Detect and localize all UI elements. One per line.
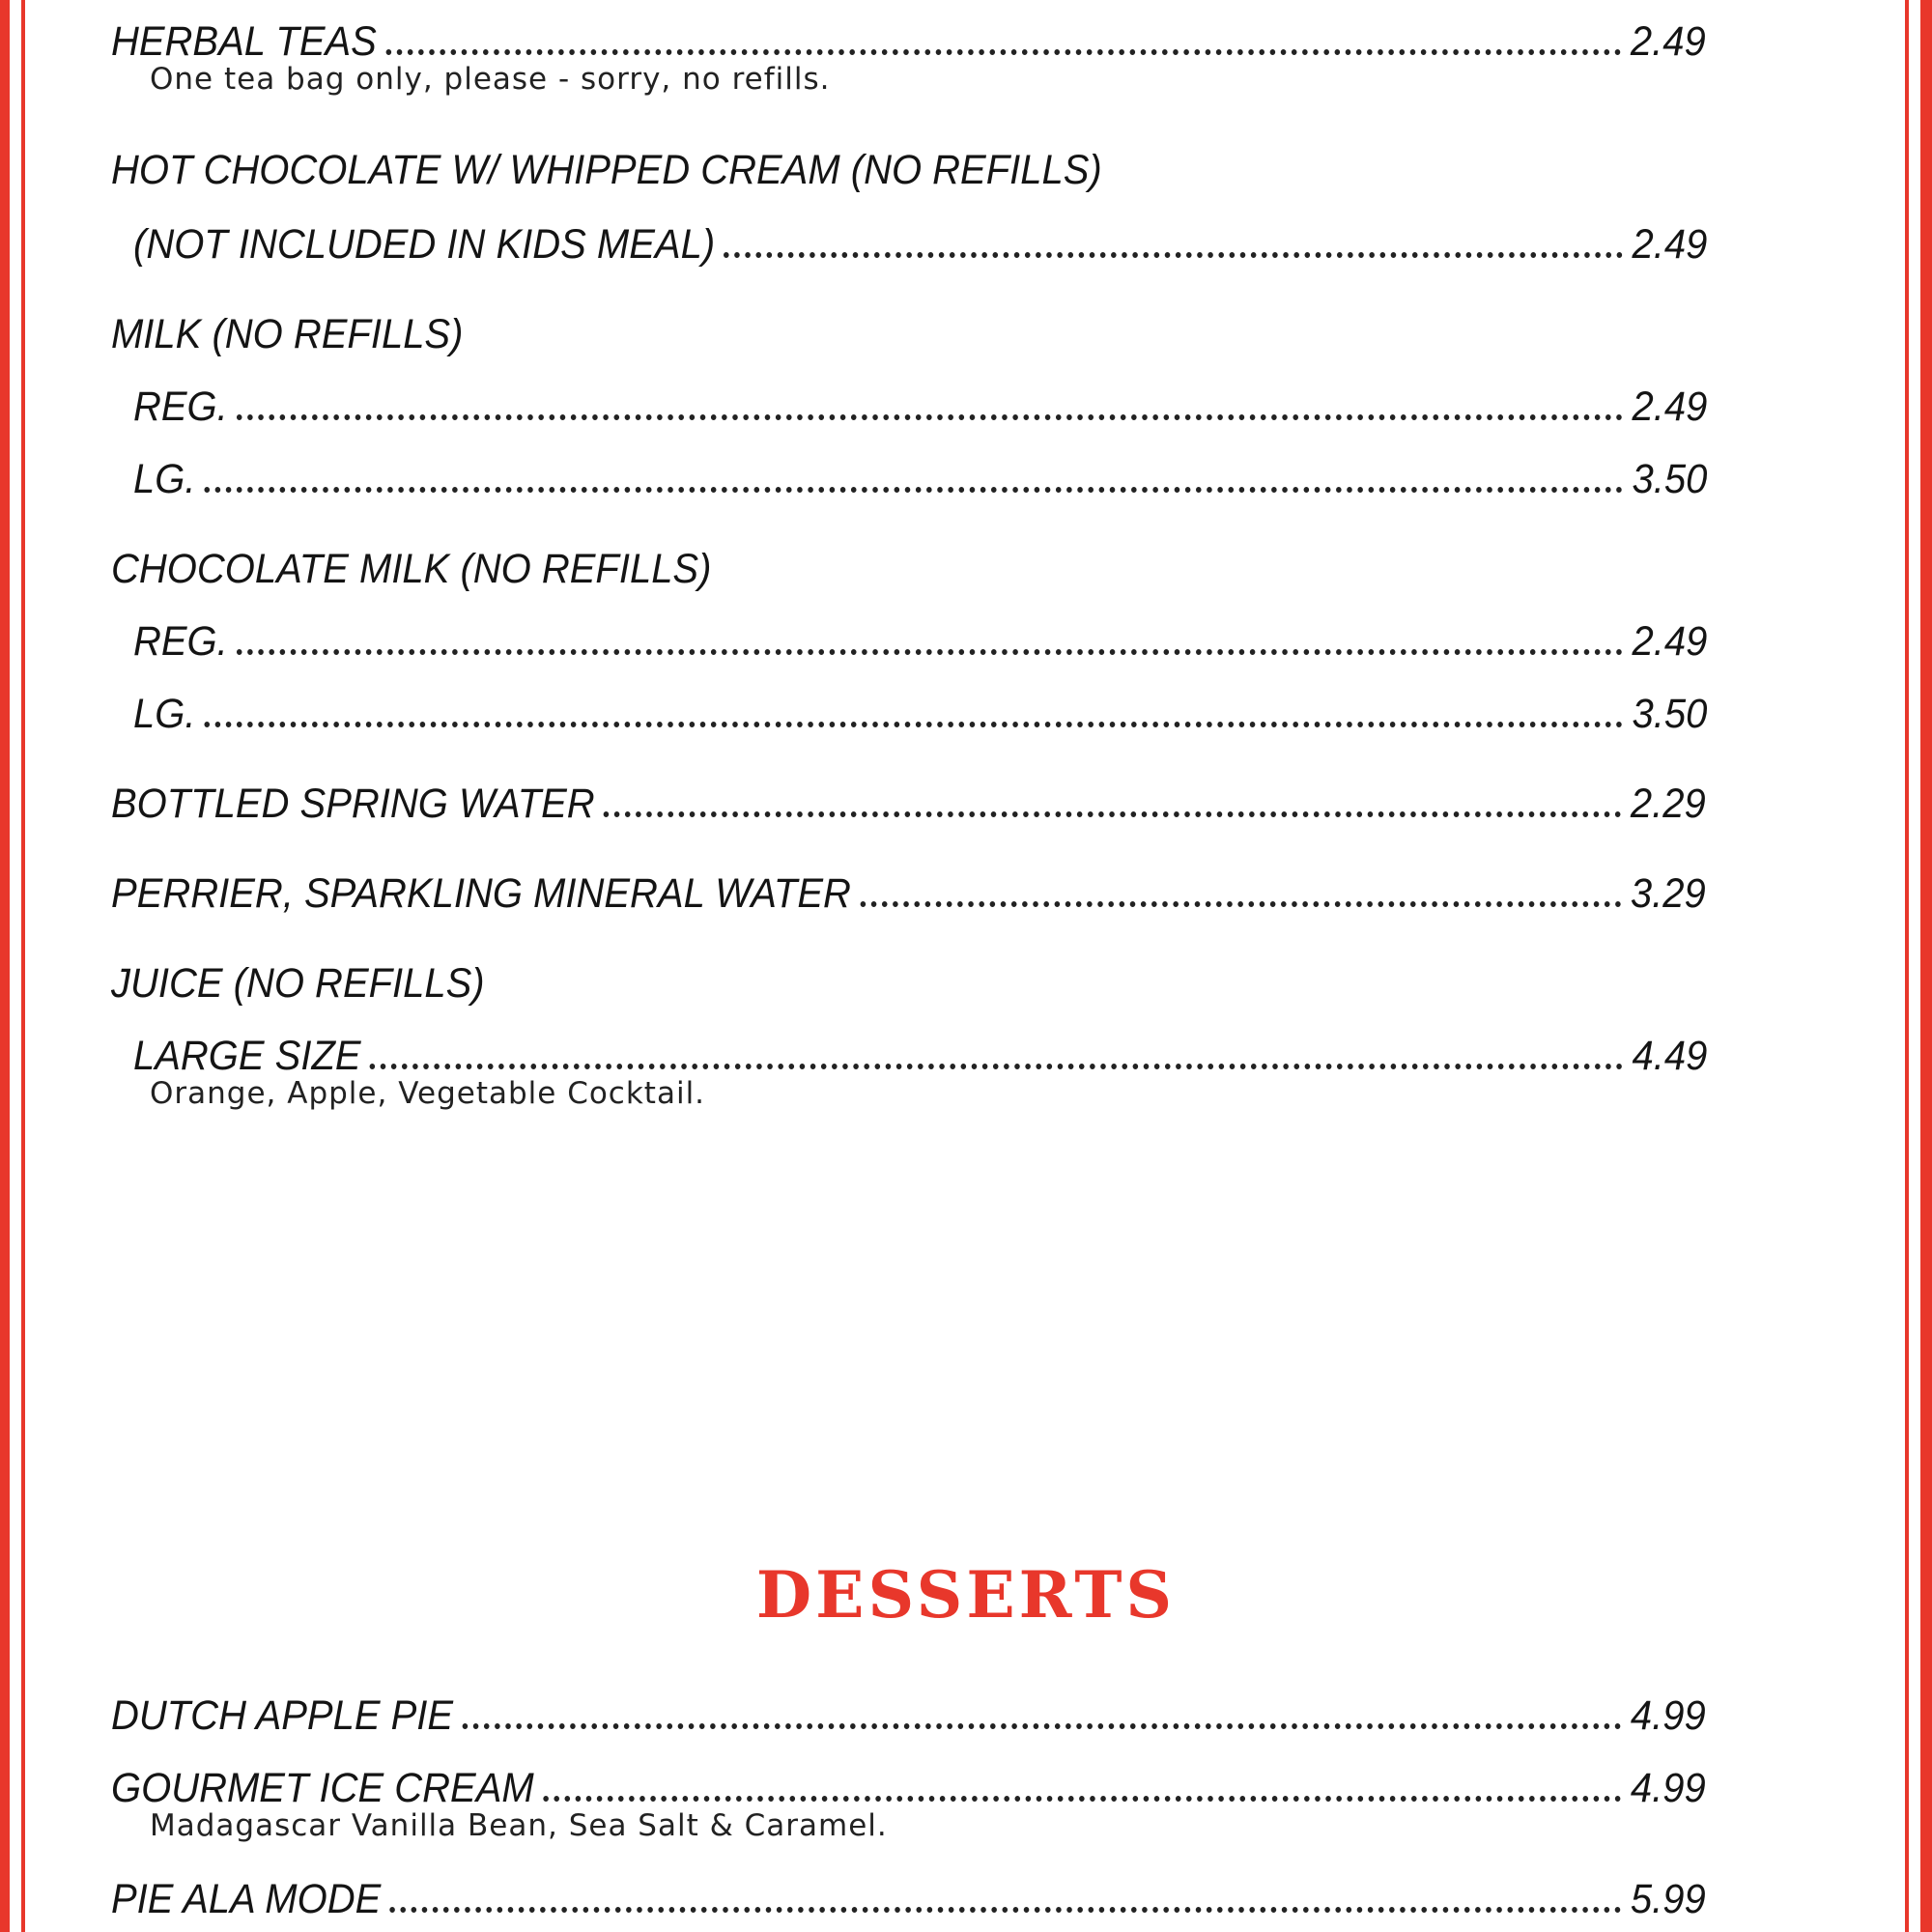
item-heading-juice: JUICE (NO REFILLS) <box>111 960 485 1007</box>
menu-item-bottled-water <box>111 774 1706 828</box>
item-heading-hot-chocolate: HOT CHOCOLATE W/ WHIPPED CREAM (NO REFILLS) <box>111 147 1102 193</box>
item-price: 2.49 <box>1632 221 1708 268</box>
left-border-inner <box>21 0 25 1932</box>
dot-leader <box>390 1907 1622 1913</box>
dot-leader <box>237 649 1623 655</box>
dot-leader <box>370 1064 1623 1069</box>
item-name: BOTTLED SPRING WATER <box>111 781 595 827</box>
item-name: (NOT INCLUDED IN KIDS MEAL) <box>133 221 716 268</box>
menu-item-pie-ala-mode <box>111 1869 1706 1923</box>
menu-item-herbal-teas <box>111 12 1706 66</box>
item-heading-milk: MILK (NO REFILLS) <box>111 311 464 357</box>
menu-item-dutch-apple-pie <box>111 1686 1706 1740</box>
item-price: 2.49 <box>1632 384 1708 430</box>
menu-item-hot-chocolate <box>133 214 1707 269</box>
item-name: HERBAL TEAS <box>111 18 377 65</box>
dot-leader <box>604 811 1622 817</box>
menu-item-chocolate-milk-lg <box>133 684 1707 738</box>
item-description: Orange, Apple, Vegetable Cocktail. <box>150 1076 706 1111</box>
item-heading-chocolate-milk: CHOCOLATE MILK (NO REFILLS) <box>111 546 712 592</box>
item-price: 3.29 <box>1630 870 1706 917</box>
item-price: 3.50 <box>1632 691 1708 737</box>
item-price: 2.29 <box>1630 781 1706 827</box>
item-name: REG. <box>133 384 228 430</box>
item-name: REG. <box>133 618 228 665</box>
dot-leader <box>462 1723 1621 1729</box>
menu-item-chocolate-milk-reg <box>133 611 1707 666</box>
item-price: 2.49 <box>1630 18 1706 65</box>
right-border-inner <box>1905 0 1909 1932</box>
item-name: GOURMET ICE CREAM <box>111 1765 534 1811</box>
item-price: 5.99 <box>1630 1876 1706 1922</box>
dot-leader <box>205 722 1623 727</box>
item-description: Madagascar Vanilla Bean, Sea Salt & Caramel. <box>150 1808 888 1843</box>
item-description: One tea bag only, please - sorry, no refills. <box>150 62 831 97</box>
item-name: LARGE SIZE <box>133 1033 361 1079</box>
dot-leader <box>237 414 1623 420</box>
item-name: PERRIER, SPARKLING MINERAL WATER <box>111 870 851 917</box>
right-border-outer <box>1920 0 1932 1932</box>
menu-item-juice-large <box>133 1026 1707 1080</box>
item-name: LG. <box>133 691 196 737</box>
dot-leader <box>543 1796 1622 1802</box>
menu-item-milk-reg <box>133 377 1707 431</box>
left-border-outer <box>0 0 10 1932</box>
dot-leader <box>205 487 1623 493</box>
dot-leader <box>385 49 1621 55</box>
menu-item-perrier <box>111 864 1706 918</box>
dot-leader <box>724 252 1623 258</box>
menu-item-milk-lg <box>133 449 1707 503</box>
item-price: 2.49 <box>1632 618 1708 665</box>
menu-item-gourmet-ice-cream <box>111 1758 1706 1812</box>
item-price: 4.49 <box>1632 1033 1708 1079</box>
item-price: 4.99 <box>1630 1765 1706 1811</box>
item-name: LG. <box>133 456 196 502</box>
section-title-desserts: DESSERTS <box>755 1557 1177 1633</box>
item-name: DUTCH APPLE PIE <box>111 1692 454 1739</box>
item-price: 4.99 <box>1630 1692 1706 1739</box>
dot-leader <box>860 901 1621 907</box>
item-price: 3.50 <box>1632 456 1708 502</box>
item-name: PIE ALA MODE <box>111 1876 382 1922</box>
